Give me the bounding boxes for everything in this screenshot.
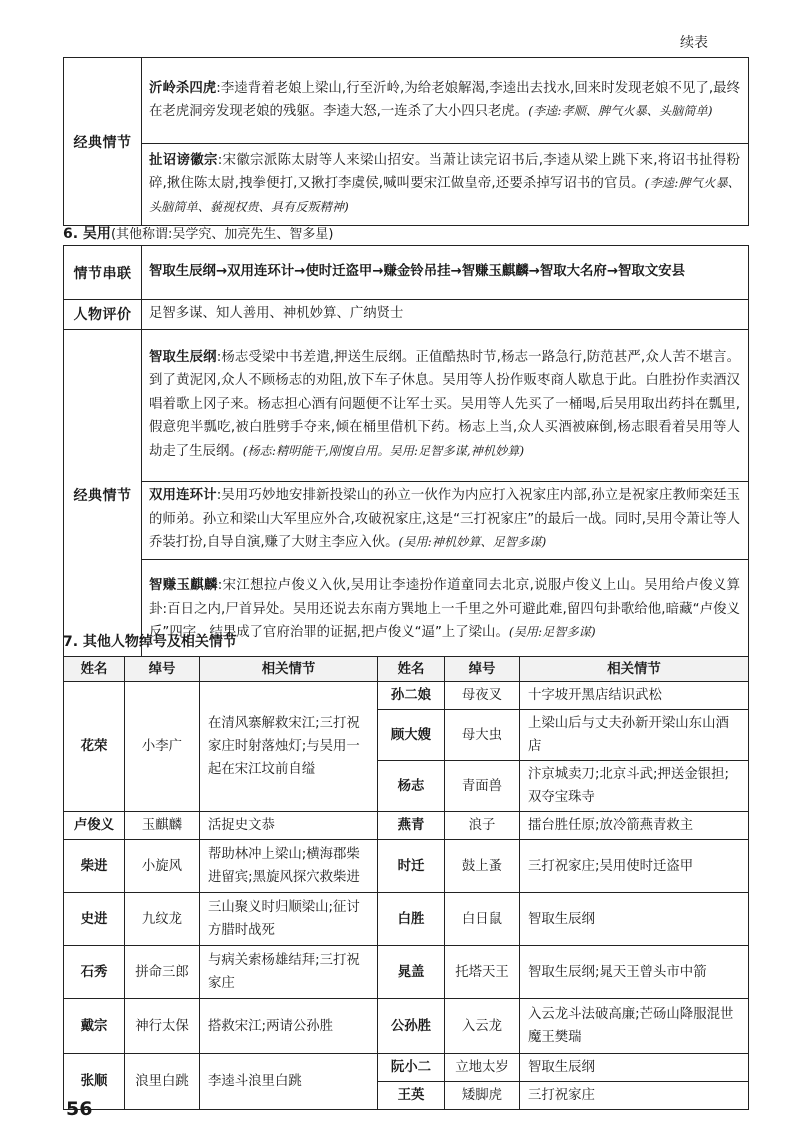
plot-title: 沂岭杀四虎 <box>149 80 217 96</box>
person-name: 阮小二 <box>378 1054 445 1082</box>
person-nickname: 鼓上蚤 <box>445 840 520 893</box>
person-nickname: 拼命三郎 <box>125 946 200 999</box>
person-plot: 智取生辰纲 <box>520 893 749 946</box>
plot-yiling-tigers <box>142 58 749 144</box>
others-table <box>63 656 749 1110</box>
person-nickname: 九纹龙 <box>125 893 200 946</box>
table-row <box>64 812 749 840</box>
person-nickname: 小李广 <box>125 682 200 812</box>
header-plot: 相关情节 <box>520 657 749 682</box>
person-name: 杨志 <box>378 761 445 812</box>
person-name: 时迁 <box>378 840 445 893</box>
plot-text: :宋徽宗派陈太尉等人来梁山招安。当萧让读完诏书后,李逵从梁上跳下来,将诏书扯得粉碎,揪住陈太尉,拽拳便打,又揪打李虞侯,喊叫要宋江做皇帝,还要杀掉写诏书的官员。 <box>149 152 741 192</box>
person-plot: 李逵斗浪里白跳 <box>200 1054 378 1110</box>
classic-plot-label: 经典情节 <box>64 58 142 226</box>
person-plot: 上梁山后与丈夫孙新开梁山东山酒店 <box>520 710 749 761</box>
person-nickname: 浪里白跳 <box>125 1054 200 1110</box>
person-nickname: 浪子 <box>445 812 520 840</box>
plot-note: (杨志:精明能干,刚愎自用。吴用:足智多谋,神机妙算) <box>242 443 525 458</box>
person-name: 戴宗 <box>64 999 125 1054</box>
person-plot: 智取生辰纲;晁天王曾头市中箭 <box>520 946 749 999</box>
table-row <box>64 893 749 946</box>
plot-text: :吴用巧妙地安排新投梁山的孙立一伙作为内应打入祝家庄内部,孙立是祝家庄教师栾廷玉的师弟。孙立和梁山大军里应外合,攻破祝家庄,这是“三打祝家庄”的最后一战。同时,吴用令萧让等人乔装打扮,自导自演,赚了大财主李应入伙。 <box>149 488 741 551</box>
plot-title: 智赚玉麒麟 <box>149 578 218 594</box>
section-alias: (其他称谓:吴学究、加亮先生、智多星) <box>110 227 334 242</box>
header-plot: 相关情节 <box>200 657 378 682</box>
person-name: 白胜 <box>378 893 445 946</box>
plot-note: (李逵:脾气火暴、头脑简单、藐视权贵、具有反叛精神) <box>149 176 740 214</box>
person-plot: 入云龙斗法破高廉;芒砀山降服混世魔王樊瑞 <box>520 999 749 1054</box>
header-nickname: 绰号 <box>125 657 200 682</box>
person-nickname: 母大虫 <box>445 710 520 761</box>
person-nickname: 矮脚虎 <box>445 1082 520 1110</box>
person-name: 王英 <box>378 1082 445 1110</box>
person-plot: 活捉史文恭 <box>200 812 378 840</box>
table-row <box>64 682 749 710</box>
plot-text: :宋江想拉卢俊义入伙,吴用让李逵扮作道童同去北京,说服卢俊义上山。吴用给卢俊义算卦:百日之内,尸首异处。吴用还说去东南方巽地上一千里之外可避此难,留四句卦歌给他,暗藏“卢俊义反”四字。结果成了官府治罪的证据,把卢俊义“逼”上了梁山。 <box>149 578 741 641</box>
table-row <box>64 946 749 999</box>
person-plot: 帮助林冲上梁山;横海郡柴进留宾;黑旋风探穴救柴进 <box>200 840 378 893</box>
person-nickname: 入云龙 <box>445 999 520 1054</box>
plot-title: 智取生辰纲 <box>149 349 217 365</box>
header-name: 姓名 <box>64 657 125 682</box>
plot-note: (吴用:神机妙算、足智多谋) <box>398 535 547 550</box>
header-nickname: 绰号 <box>445 657 520 682</box>
person-plot: 在清风寨解救宋江;三打祝家庄时射落烛灯;与吴用一起在宋江坟前自缢 <box>200 682 378 812</box>
plot-note: (吴用:足智多谋) <box>508 625 596 640</box>
person-plot: 三山聚义时归顺梁山;征讨方腊时战死 <box>200 893 378 946</box>
others-heading: 7. 其他人物绰号及相关情节 <box>63 634 237 650</box>
person-name: 晁盖 <box>378 946 445 999</box>
person-name: 石秀 <box>64 946 125 999</box>
person-plot: 十字坡开黑店结识武松 <box>520 682 749 710</box>
continued-label: 续表 <box>680 35 708 51</box>
person-nickname: 小旋风 <box>125 840 200 893</box>
person-plot: 搭救宋江;两请公孙胜 <box>200 999 378 1054</box>
person-name: 史进 <box>64 893 125 946</box>
evaluation-label: 人物评价 <box>64 300 142 330</box>
person-plot: 智取生辰纲 <box>520 1054 749 1082</box>
header-name: 姓名 <box>378 657 445 682</box>
person-nickname: 神行太保 <box>125 999 200 1054</box>
section-title: 6. 吴用 <box>63 226 111 242</box>
table-row <box>64 999 749 1054</box>
person-plot: 擂台胜任原;放冷箭燕青救主 <box>520 812 749 840</box>
classic-plot-label: 经典情节 <box>64 329 142 661</box>
plot-tear-edict <box>142 144 749 226</box>
plot-chain-label: 情节串联 <box>64 246 142 300</box>
person-name: 花荣 <box>64 682 125 812</box>
person-name: 燕青 <box>378 812 445 840</box>
person-nickname: 立地太岁 <box>445 1054 520 1082</box>
person-name: 孙二娘 <box>378 682 445 710</box>
plot-note: (李逵:孝顺、脾气火暴、头脑简单) <box>528 104 713 118</box>
page-number: 56 <box>66 1098 93 1120</box>
plot-text: :李逵背着老娘上梁山,行至沂岭,为给老娘解渴,李逵出去找水,回来时发现老娘不见了,最终在老虎洞旁发现老娘的残躯。李逵大怒,一连杀了大小四只老虎。 <box>149 80 741 119</box>
person-plot: 汴京城卖刀;北京斗武;押送金银担;双夺宝珠寺 <box>520 761 749 812</box>
plot-title: 双用连环计 <box>149 488 217 504</box>
person-name: 张顺 <box>64 1054 125 1110</box>
plot-chain-text: 智取生辰纲→双用连环计→使时迁盗甲→赚金铃吊挂→智赚玉麒麟→智取大名府→智取文安县 <box>142 246 749 300</box>
wu-yong-heading <box>63 223 333 243</box>
person-name: 公孙胜 <box>378 999 445 1054</box>
table-row <box>64 840 749 893</box>
plot-title: 扯诏谤徽宗 <box>149 152 218 168</box>
plot-text: :杨志受梁中书差遣,押送生辰纲。正值酷热时节,杨志一路急行,防范甚严,众人苦不堪言。到了黄泥冈,众人不顾杨志的劝阻,放下车子休息。吴用等人扮作贩枣商人歇息于此。白胜扮作卖酒汉唱着歌上冈子来。杨志担心酒有问题便不让军士买。吴用等人先买了一桶喝,后吴用取出药抖在瓢里,假意兜半瓢吃,被白胜劈手夺来,倾在桶里借机下药。杨志上当,众人买酒被麻倒,杨志眼看着吴用等人劫走了生辰纲。 <box>149 349 740 459</box>
li-kui-table <box>63 57 749 226</box>
person-plot: 与病关索杨雄结拜;三打祝家庄 <box>200 946 378 999</box>
plot-birthday-gifts <box>142 329 749 481</box>
table-header-row <box>64 657 749 682</box>
evaluation-text: 足智多谋、知人善用、神机妙算、广纳贤士 <box>142 300 749 330</box>
person-nickname: 托塔天王 <box>445 946 520 999</box>
plot-double-chain-trick <box>142 481 749 559</box>
person-nickname: 青面兽 <box>445 761 520 812</box>
person-plot: 三打祝家庄;吴用使时迁盗甲 <box>520 840 749 893</box>
person-nickname: 玉麒麟 <box>125 812 200 840</box>
person-name: 卢俊义 <box>64 812 125 840</box>
person-name: 顾大嫂 <box>378 710 445 761</box>
wu-yong-table <box>63 245 749 662</box>
person-name: 柴进 <box>64 840 125 893</box>
person-nickname: 母夜叉 <box>445 682 520 710</box>
person-nickname: 白日鼠 <box>445 893 520 946</box>
table-row <box>64 1054 749 1082</box>
person-plot: 三打祝家庄 <box>520 1082 749 1110</box>
